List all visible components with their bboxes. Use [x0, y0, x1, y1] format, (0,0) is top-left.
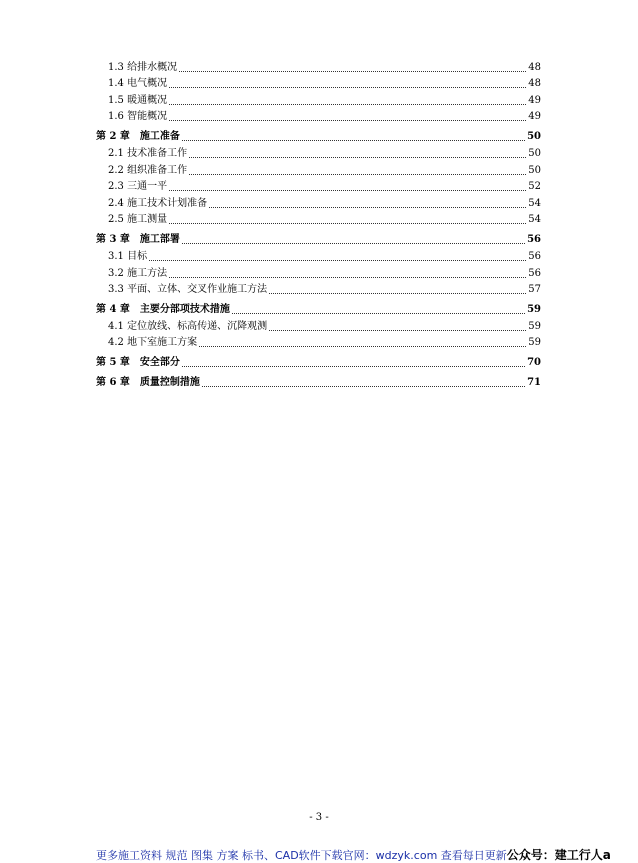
toc-leader-dots [169, 104, 526, 105]
toc-chapter-title: 施工部署 [139, 234, 180, 246]
toc-entry-page: 50 [527, 131, 541, 143]
toc-chapter-number: 第 5 章 [96, 357, 130, 369]
toc-leader-dots [169, 223, 526, 224]
toc-leader-dots [199, 346, 526, 347]
toc-entry[interactable] [96, 91, 541, 108]
toc-entry-page: 56 [528, 250, 541, 262]
toc-entry-page: 48 [528, 61, 541, 73]
toc-leader-dots [169, 190, 526, 191]
footer-banner [96, 846, 611, 863]
toc-leader-dots [209, 207, 526, 208]
toc-entry[interactable] [96, 264, 541, 281]
toc-entry-title: 2.3 三通一平 [108, 181, 168, 193]
toc-leader-dots [169, 277, 526, 278]
toc-chapter-number: 第 3 章 [96, 234, 130, 246]
toc-chapter-entry[interactable] [96, 350, 541, 370]
toc-entry[interactable] [96, 194, 541, 211]
toc-leader-dots [182, 243, 525, 244]
toc-chapter-title: 安全部分 [139, 357, 180, 369]
toc-chapter-title: 施工准备 [139, 131, 180, 143]
footer-download-link[interactable]: 更多施工资料 规范 图集 方案 标书、CAD软件下载官网：wdzyk.com 查看每日更新 [96, 849, 507, 862]
toc-entry[interactable] [96, 75, 541, 92]
toc-leader-dots [169, 120, 526, 121]
toc-entry[interactable] [96, 108, 541, 125]
toc-entry-page: 48 [528, 78, 541, 90]
toc-entry[interactable] [96, 317, 541, 334]
toc-entry-page: 59 [528, 337, 541, 349]
toc-chapter-number: 第 4 章 [96, 304, 130, 316]
toc-entry-title: 1.3 给排水概况 [108, 61, 178, 73]
toc-leader-dots [269, 293, 526, 294]
toc-entry[interactable] [96, 281, 541, 298]
toc-chapter-title: 质量控制措施 [139, 377, 200, 389]
toc-chapter-number: 第 2 章 [96, 131, 130, 143]
toc-chapter-number: 第 6 章 [96, 377, 130, 389]
toc-entry-page: 54 [528, 197, 541, 209]
toc-entry-page: 54 [528, 214, 541, 226]
toc-leader-dots [182, 366, 525, 367]
toc-entry-page: 49 [528, 94, 541, 106]
toc-chapter-title: 主要分部项技术措施 [139, 304, 230, 316]
toc-entry[interactable] [96, 161, 541, 178]
toc-entry-title: 1.6 智能概况 [108, 111, 168, 123]
toc-chapter-entry[interactable] [96, 297, 541, 317]
toc-leader-dots [179, 71, 526, 72]
toc-entry-title: 2.2 组织准备工作 [108, 164, 188, 176]
toc-leader-dots [269, 330, 526, 331]
toc-entry-title: 3.2 施工方法 [108, 267, 168, 279]
footer-wechat-account: 公众号：建工行人a [506, 848, 611, 862]
toc-entry-page: 49 [528, 111, 541, 123]
page-number: - 3 - [309, 812, 329, 823]
toc-entry-page: 71 [527, 377, 541, 389]
toc-leader-dots [182, 140, 525, 141]
toc-leader-dots [149, 260, 526, 261]
toc-entry-title: 1.4 电气概况 [108, 78, 168, 90]
toc-leader-dots [169, 87, 526, 88]
toc-leader-dots [202, 386, 525, 387]
toc-entry-page: 50 [528, 147, 541, 159]
toc-leader-dots [189, 174, 526, 175]
toc-entry-page: 57 [528, 284, 541, 296]
toc-entry-page: 56 [527, 234, 541, 246]
toc-entry-page: 59 [528, 320, 541, 332]
toc-entry-title: 3.1 目标 [108, 250, 148, 262]
toc-entry[interactable] [96, 178, 541, 195]
toc-entry-title: 2.4 施工技术计划准备 [108, 197, 208, 209]
toc-entry-page: 70 [527, 357, 541, 369]
toc-entry[interactable] [96, 247, 541, 264]
toc-entry[interactable] [96, 211, 541, 228]
toc-chapter-entry[interactable] [96, 227, 541, 247]
toc-entry-title: 3.3 平面、立体、交叉作业施工方法 [108, 284, 268, 296]
toc-chapter-entry[interactable] [96, 370, 541, 390]
toc-entry-page: 52 [528, 181, 541, 193]
toc-entry-title: 4.2 地下室施工方案 [108, 337, 198, 349]
toc-entry-title: 1.5 暖通概况 [108, 94, 168, 106]
toc-entry-title: 4.1 定位放线、标高传递、沉降观测 [108, 320, 268, 332]
toc-entry-page: 59 [527, 304, 541, 316]
toc-entry-title: 2.5 施工测量 [108, 214, 168, 226]
toc-entry-page: 56 [528, 267, 541, 279]
toc-leader-dots [232, 313, 525, 314]
toc-entry-title: 2.1 技术准备工作 [108, 147, 188, 159]
toc-entry[interactable] [96, 144, 541, 161]
toc-leader-dots [189, 157, 526, 158]
toc-entry-page: 50 [528, 164, 541, 176]
toc-entry[interactable] [96, 58, 541, 75]
toc-chapter-entry[interactable] [96, 124, 541, 144]
table-of-contents [96, 58, 541, 390]
toc-entry[interactable] [96, 334, 541, 351]
